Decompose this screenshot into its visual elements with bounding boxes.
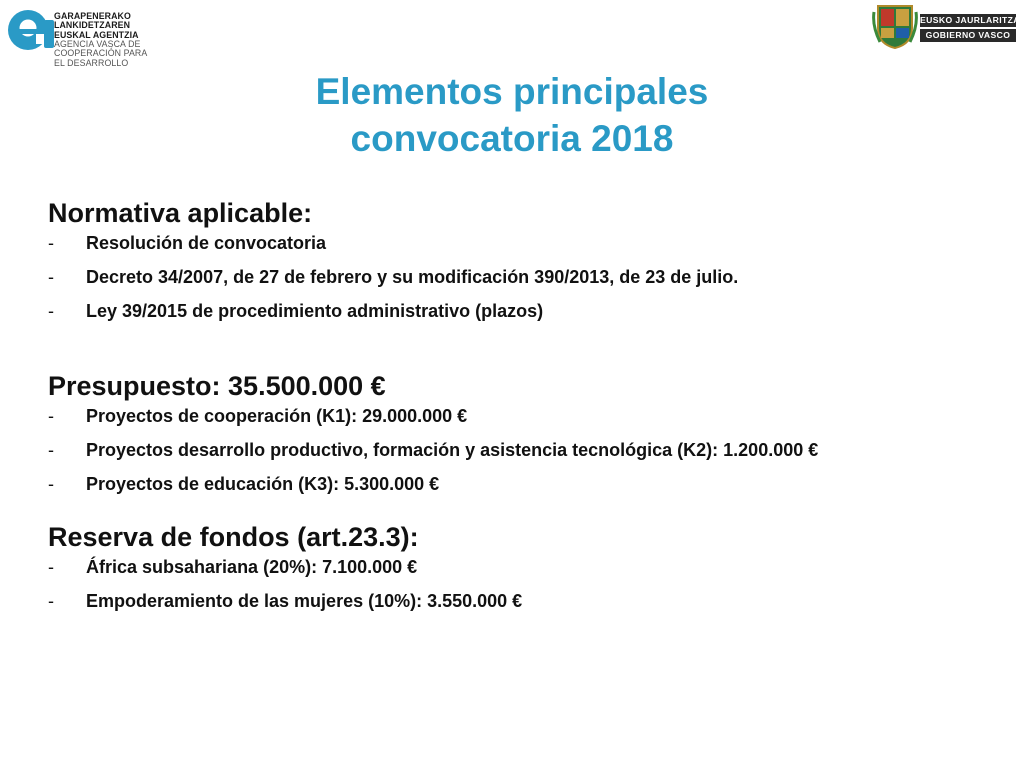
bullet-dash: -: [48, 474, 54, 494]
agency-e-logo-icon: [6, 6, 56, 54]
list-item: [48, 556, 988, 579]
bullet-list: [48, 405, 988, 496]
bullet-dash: -: [48, 406, 54, 426]
agency-name-eu-line: LANKIDETZAREN: [54, 20, 131, 31]
bullet-dash: -: [48, 440, 54, 460]
section-heading: Reserva de fondos (art.23.3):: [48, 522, 419, 552]
bullet-list: [48, 556, 988, 613]
list-item-text: África subsahariana (20%): 7.100.000 €: [86, 557, 418, 577]
section-presupuesto: [48, 369, 988, 496]
agency-name-eu-line: GARAPENERAKO: [54, 11, 131, 21]
section-reserva-fondos: [48, 520, 988, 613]
bullet-dash: -: [48, 267, 54, 287]
bullet-dash: -: [48, 301, 54, 321]
list-item: [48, 590, 988, 613]
list-item-text: Ley 39/2015 de procedimiento administrativo (plazos): [86, 301, 544, 321]
agency-name-es-line: EL DESARROLLO: [54, 57, 129, 68]
slide-title-line-1: Elementos principales: [315, 71, 709, 112]
agency-name: [54, 12, 159, 68]
section-heading: Normativa aplicable:: [48, 198, 313, 228]
list-item: [48, 232, 988, 255]
bullet-list: [48, 232, 988, 323]
coat-of-arms-icon: [872, 2, 918, 50]
list-item-text: Empoderamiento de las mujeres (10%): 3.550.000 €: [86, 591, 523, 611]
list-item-text: Proyectos de cooperación (K1): 29.000.000 €: [86, 406, 468, 426]
slide-title: [0, 68, 1024, 162]
agency-name-eu-line: EUSKAL AGENTZIA: [54, 29, 139, 40]
list-item-text: Decreto 34/2007, de 27 de febrero y su modificación 390/2013, de 23 de julio.: [86, 267, 739, 287]
list-item-text: Proyectos desarrollo productivo, formación y asistencia tecnológica (K2): 1.200.000 €: [86, 440, 819, 460]
bullet-dash: -: [48, 233, 54, 253]
bullet-dash: -: [48, 557, 54, 577]
list-item: [48, 439, 988, 462]
bullet-dash: -: [48, 591, 54, 611]
gov-name-eu: EUSKO JAURLARITZA: [920, 15, 1020, 25]
gov-name-es: GOBIERNO VASCO: [920, 29, 1016, 42]
section-normativa: [48, 196, 988, 323]
slide-body: [48, 196, 988, 624]
list-item-text: Resolución de convocatoria: [86, 233, 327, 253]
slide-title-line-2: convocatoria 2018: [350, 118, 674, 159]
list-item: [48, 300, 988, 323]
list-item: [48, 405, 988, 428]
agency-name-es-line: COOPERACIÓN PARA: [54, 48, 148, 59]
list-item: [48, 473, 988, 496]
gobierno-vasco-logo: [872, 2, 1020, 52]
list-item: [48, 266, 988, 289]
list-item-text: Proyectos de educación (K3): 5.300.000 €: [86, 474, 440, 494]
agency-name-es-line: AGENCIA VASCA DE: [54, 38, 141, 49]
section-heading: Presupuesto: 35.500.000 €: [48, 371, 386, 401]
